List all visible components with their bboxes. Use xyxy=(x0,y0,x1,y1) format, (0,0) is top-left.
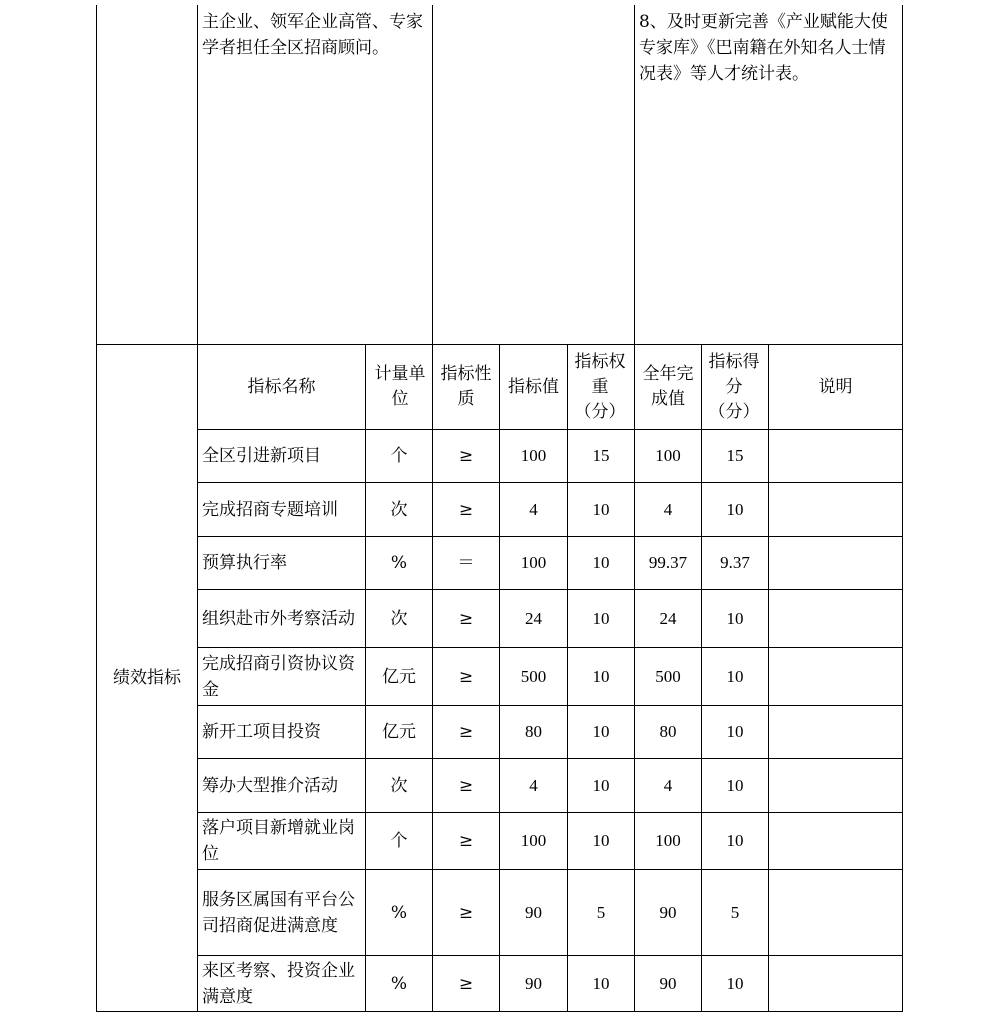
row-name: 预算执行率 xyxy=(202,553,287,573)
header-actual: 全年完成值 xyxy=(642,364,694,409)
row-weight: 15 xyxy=(592,446,610,465)
row-unit: 次 xyxy=(390,608,408,629)
header-score: 指标得分（分） xyxy=(708,351,760,422)
row-weight: 10 xyxy=(592,973,610,993)
row-score: 10 xyxy=(726,831,744,850)
table-border-right xyxy=(902,5,903,1011)
row-name: 完成招商专题培训 xyxy=(202,499,338,520)
row-nature: ≥ xyxy=(458,608,474,629)
row-note xyxy=(769,759,902,812)
row-score: 10 xyxy=(726,775,744,795)
table-border-bottom xyxy=(96,1011,903,1012)
row-name: 新开工项目投资 xyxy=(202,722,321,742)
row-unit: 个 xyxy=(390,446,408,466)
row-note xyxy=(769,706,902,758)
row-note xyxy=(769,537,902,589)
col-divider xyxy=(432,5,433,344)
row-name: 服务区属国有平台公司招商促进满意度 xyxy=(202,889,355,936)
row-note xyxy=(769,648,902,705)
row-nature: ≥ xyxy=(458,973,474,994)
row-target: 100 xyxy=(520,831,547,850)
row-note xyxy=(769,813,902,869)
row-score: 10 xyxy=(726,973,744,993)
row-unit: % xyxy=(390,553,408,573)
row-weight: 10 xyxy=(592,499,610,519)
header-target: 指标值 xyxy=(508,376,559,397)
row-score: 10 xyxy=(726,722,744,741)
row-unit: 亿元 xyxy=(382,666,416,687)
row-target: 100 xyxy=(520,446,547,465)
row-actual: 99.37 xyxy=(648,553,688,572)
row-name: 完成招商引资协议资金 xyxy=(202,653,355,700)
row-actual: 4 xyxy=(663,499,673,519)
row-nature: ≥ xyxy=(458,775,474,796)
row-nature: ≥ xyxy=(458,499,474,520)
row-target: 90 xyxy=(525,973,542,993)
row-weight: 10 xyxy=(592,666,610,686)
row-weight: 5 xyxy=(596,902,606,922)
row-actual: 24 xyxy=(659,608,677,628)
row-weight: 10 xyxy=(592,722,610,741)
row-target: 100 xyxy=(520,553,547,572)
row-note xyxy=(769,430,902,482)
row-unit: % xyxy=(390,973,408,994)
row-target: 24 xyxy=(525,608,542,628)
row-weight: 10 xyxy=(592,775,610,795)
row-note xyxy=(769,870,902,955)
row-unit: 个 xyxy=(390,831,408,851)
row-score: 10 xyxy=(726,666,744,686)
row-note xyxy=(769,956,902,1011)
header-nature: 指标性质 xyxy=(440,364,492,409)
header-name: 指标名称 xyxy=(247,376,316,397)
row-weight: 10 xyxy=(592,553,610,572)
row-actual: 500 xyxy=(655,666,681,686)
row-name: 全区引进新项目 xyxy=(202,446,321,466)
row-nature: ≥ xyxy=(458,666,474,687)
row-target: 500 xyxy=(520,666,547,686)
row-name: 来区考察、投资企业满意度 xyxy=(202,960,355,1007)
row-weight: 10 xyxy=(592,831,610,850)
row-target: 90 xyxy=(525,902,542,922)
row-unit: 次 xyxy=(390,499,408,520)
row-name: 落户项目新增就业岗位 xyxy=(202,818,355,864)
row-name: 筹办大型推介活动 xyxy=(202,775,338,796)
row-actual: 4 xyxy=(663,775,673,795)
row-target: 4 xyxy=(529,499,538,519)
row-actual: 100 xyxy=(655,831,681,850)
row-nature: ＝ xyxy=(457,553,475,573)
row-note xyxy=(769,590,902,647)
row-target: 80 xyxy=(525,722,542,741)
row-name: 组织赴市外考察活动 xyxy=(202,608,355,629)
row-unit: 亿元 xyxy=(382,722,416,742)
row-nature: ≥ xyxy=(458,722,474,742)
row-score: 10 xyxy=(726,608,744,628)
header-unit: 计量单位 xyxy=(374,364,426,409)
row-nature: ≥ xyxy=(458,831,474,851)
row-weight: 10 xyxy=(592,608,610,628)
row-unit: 次 xyxy=(390,775,408,796)
row-score: 9.37 xyxy=(720,553,750,572)
row-score: 10 xyxy=(726,499,744,519)
row-score: 5 xyxy=(730,902,740,922)
row-score: 15 xyxy=(726,446,744,465)
row-target: 4 xyxy=(529,775,538,795)
row-nature: ≥ xyxy=(458,446,474,466)
row-note xyxy=(769,483,902,536)
header-weight: 指标权重（分） xyxy=(574,351,626,422)
top-col-b-text: 主企业、领军企业高管、专家学者担任全区招商顾问。 xyxy=(202,12,423,58)
row-actual: 90 xyxy=(659,902,677,922)
row-actual: 90 xyxy=(659,973,677,993)
row-actual: 100 xyxy=(655,446,681,465)
row-unit: % xyxy=(390,902,408,923)
header-note: 说明 xyxy=(818,376,853,397)
section-label: 绩效指标 xyxy=(113,668,181,688)
row-actual: 80 xyxy=(659,722,677,741)
top-col-d-text: 8、及时更新完善《产业赋能大使专家库》《巴南籍在外知名人士情况表》等人才统计表。 xyxy=(639,12,888,84)
row-nature: ≥ xyxy=(458,902,474,923)
